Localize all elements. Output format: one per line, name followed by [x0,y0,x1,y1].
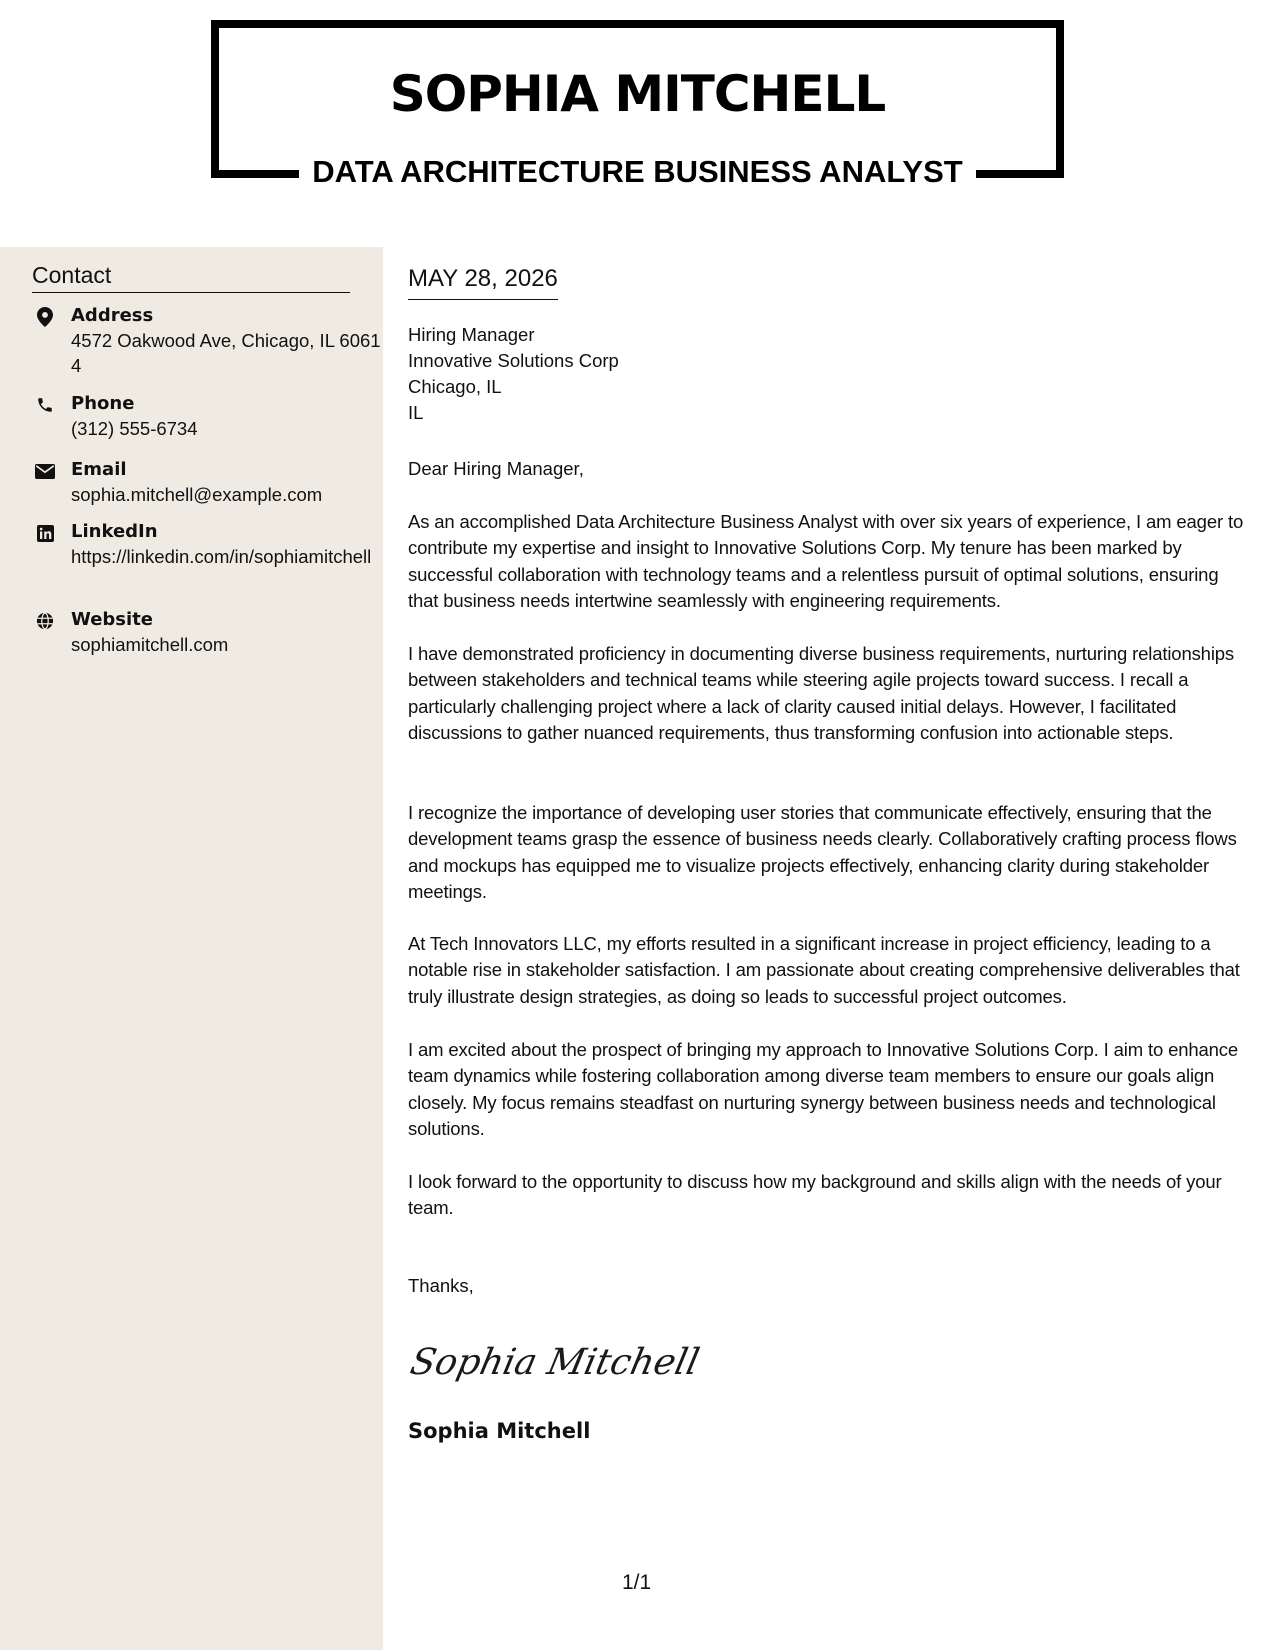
contact-label: Email [71,459,127,480]
handwritten-signature [406,1330,704,1390]
job-title: DATA ARCHITECTURE BUSINESS ANALYST [312,154,963,189]
body-paragraph: I look forward to the opportunity to discuss how my background and skills align with the needs of your team. [408,1171,1222,1219]
letter-date: MAY 28, 2026 [408,264,558,300]
contact-value: sophia.mitchell@example.com [71,484,323,505]
body-paragraph: I have demonstrated proficiency in documenting diverse business requirements, nurturing relationships between stakeholders and technical teams while steering agile projects toward success. I recall a particularly challenging project where a lack of clarity caused initial delays. However, I facilitated discussions to gather nuanced requirements, thus transforming confusion into actionable steps. [408,643,1235,743]
contact-value[interactable]: https://linkedin.com/in/sophiamitchell [71,546,372,567]
applicant-name: SOPHIA MITCHELL [389,65,886,123]
contact-label: Phone [71,393,135,414]
contact-label: Address [71,305,154,326]
contact-label: LinkedIn [71,521,158,542]
recipient-line: Innovative Solutions Corp [408,350,619,371]
contact-heading: Contact [32,260,350,293]
contact-value: (312) 555-6734 [71,418,198,439]
body-paragraph: At Tech Innovators LLC, my efforts resulted in a significant increase in project efficiency, leading to a notable rise in stakeholder satisfaction. I am passionate about creating comprehensive deliverables that truly illustrate design strategies, as doing so leads to successful project outcomes. [408,933,1240,1007]
linkedin-icon [32,521,58,545]
contact-value: 4572 Oakwood Ave, Chicago, IL 60614 [71,330,381,376]
closing: Thanks, [408,1275,474,1296]
page-number: 1/1 [622,1571,652,1594]
recipient-line: Hiring Manager [408,324,535,345]
recipient-line: Chicago, IL [408,376,502,397]
phone-icon [32,393,58,417]
location-pin-icon [32,305,58,329]
contact-value[interactable]: sophiamitchell.com [71,634,229,655]
contact-label: Website [71,609,154,630]
signature-text: Sophia Mitchell [406,1340,704,1383]
salutation: Dear Hiring Manager, [408,458,584,479]
body-paragraph: As an accomplished Data Architecture Business Analyst with over six years of experience, I am eager to contribute my expertise and insight to Innovative Solutions Corp. My tenure has been marked by successful collaboration with technology teams and a relentless pursuit of optimal solutions, ensuring that business needs intertwine seamlessly with engineering requirements. [408,511,1244,611]
signer-name: Sophia Mitchell [408,1419,591,1443]
recipient-block [408,322,619,426]
recipient-line: IL [408,402,424,423]
sidebar [0,247,383,1650]
body-paragraph: I am excited about the prospect of bringing my approach to Innovative Solutions Corp. I aim to enhance team dynamics while fostering collaboration among diverse team members to ensure our goals align closely. My focus remains steadfast on nurturing synergy between business needs and technological solutions. [408,1039,1239,1139]
frame-top-border [211,20,1064,28]
globe-icon [32,609,58,633]
email-icon [32,459,58,483]
body-paragraph: I recognize the importance of developing user stories that communicate effectively, ensuring that the development teams grasp the essence of business needs clearly. Collaboratively crafting process flows and mockups has equipped me to visualize projects effectively, enhancing clarity during stakeholder meetings. [408,802,1237,902]
